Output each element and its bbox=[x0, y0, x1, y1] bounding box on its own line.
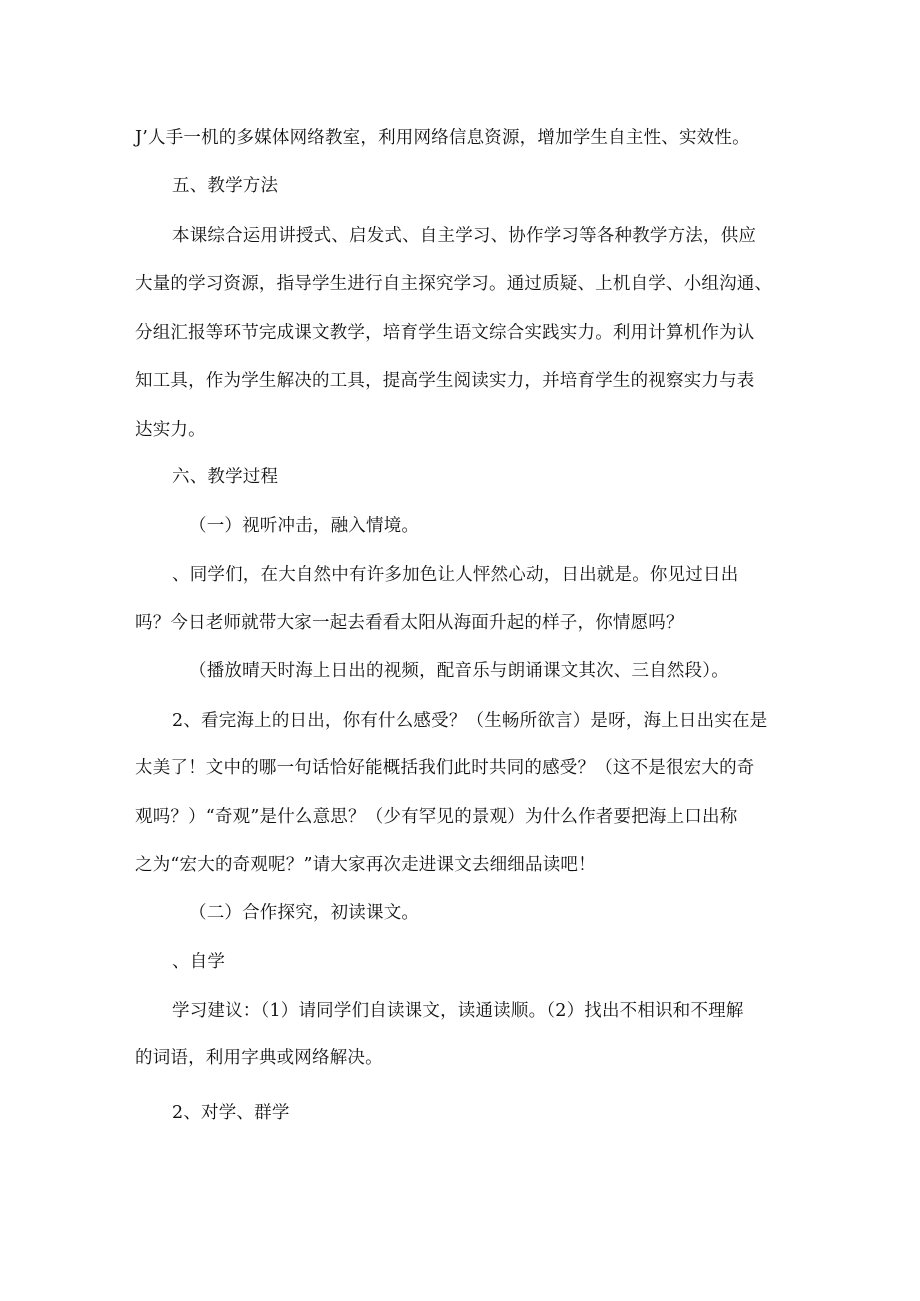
text-line: （播放晴天时海上日出的视频，配音乐与朗诵课文其次、三自然段）。 bbox=[189, 661, 729, 681]
text-line: 2、对学、群学 bbox=[172, 1103, 290, 1123]
text-line: J’人手一机的多媒体网络教室，利用网络信息资源，增加学生自主性、实效性。 bbox=[135, 128, 750, 148]
text-line: 的词语，利用字典或网络解决。 bbox=[135, 1048, 383, 1068]
text-line: 、自学 bbox=[172, 952, 226, 972]
text-line: 分组汇报等环节完成课文教学，培育学生语文综合实践实力。利用计算机作为认 bbox=[135, 323, 755, 343]
subsection-heading: （一）视听冲击，融入情境。 bbox=[189, 516, 420, 536]
text-line: 观吗？）“奇观”是什么意思？（少有罕见的景观）为什么作者要把海上口出称 bbox=[135, 807, 738, 827]
subsection-heading: （二）合作探究，初读课文。 bbox=[189, 903, 420, 923]
text-line: 2、看完海上的日出，你有什么感受？（生畅所欲言）是呀，海上日出实在是 bbox=[172, 711, 768, 731]
text-line: 之为“宏大的奇观呢？”请大家再次走进课文去细细品读吧！ bbox=[135, 855, 596, 875]
text-line: 太美了！文中的哪一句话恰好能概括我们此时共同的感受？（这不是很宏大的奇 bbox=[135, 758, 755, 778]
text-line: 、同学们，在大自然中有许多加色让人怦然心动，日出就是。你见过日出 bbox=[172, 565, 739, 585]
section-heading: 六、教学过程 bbox=[172, 467, 279, 487]
text-line: 达实力。 bbox=[135, 420, 206, 440]
section-heading: 五、教学方法 bbox=[172, 176, 279, 196]
text-line: 吗？今日老师就带大家一起去看看太阳从海面升起的样子，你情愿吗？ bbox=[135, 613, 684, 633]
text-line: 学习建议：（1）请同学们自读课文，读通读顺。（2）找出不相识和不理解 bbox=[172, 1001, 744, 1021]
text-line: 大量的学习资源，指导学生进行自主探究学习。通过质疑、上机自学、小组沟通、 bbox=[135, 274, 773, 294]
text-line: 知工具，作为学生解决的工具，提高学生阅读实力，并培育学生的视察实力与表 bbox=[135, 371, 755, 391]
text-line: 本课综合运用讲授式、启发式、自主学习、协作学习等各种教学方法，供应 bbox=[172, 226, 757, 246]
